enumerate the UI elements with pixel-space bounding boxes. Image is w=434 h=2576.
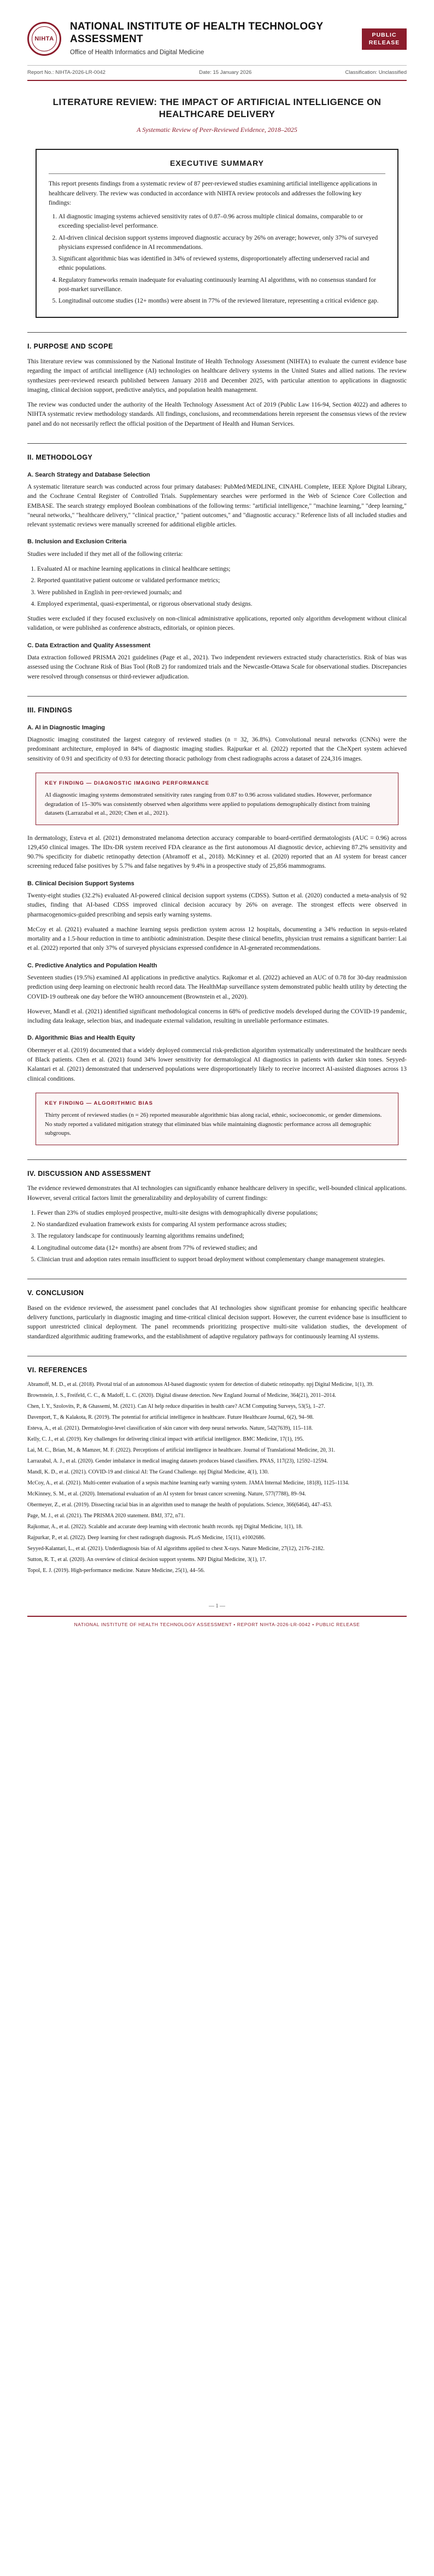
paragraph: The review was conducted under the authority of the Health Technology Assessment Act of 2019 (Public Law 116-94, Section 4022) and adheres to NIHTA systematic review methodology standards. All findings, conclusions, and recommendations herein represent the consensus views of the review panel and do not necessarily reflect the official position of the Department of Health and Human Services. — [27, 402, 407, 427]
reference-item: Sutton, R. T., et al. (2020). An overview of clinical decision support systems. NPJ Digital Medicine, 3(1), 17. — [27, 1556, 267, 1563]
section-heading: I. PURPOSE AND SCOPE — [27, 343, 113, 351]
office-name: Office of Health Informatics and Digital Medicine — [70, 49, 204, 56]
public-release-badge: PUBLIC RELEASE — [362, 28, 407, 49]
reference-item: Seyyed-Kalantari, L., et al. (2021). Underdiagnosis bias of AI algorithms applied to chest X-rays. Nature Medicine, 27(12), 2176–2182. — [27, 1545, 325, 1552]
reference-item: Lai, M. C., Brian, M., & Mamzer, M. F. (2022). Perceptions of artificial intelligence in healthcare. Journal of Translational Medicine, 20, 31. — [27, 1447, 336, 1453]
paragraph: Studies were excluded if they focused exclusively on non-clinical administrative applications, reported only algorithm development without clinical validation, or were published as conference abstracts, editorials, or opinion pieces. — [27, 616, 407, 632]
reference-item: Obermeyer, Z., et al. (2019). Dissecting racial bias in an algorithm used to manage the health of populations. Science, 366(6464), 447–453. — [27, 1501, 332, 1508]
report-header — [27, 0, 407, 57]
section-heading: II. METHODOLOGY — [27, 453, 93, 461]
section-heading: IV. DISCUSSION AND ASSESSMENT — [27, 1169, 151, 1177]
limitation-item: 2. No standardized evaluation framework exists for comparing AI system performance across studies; — [37, 1220, 407, 1229]
reference-item: McCoy, A., et al. (2021). Multi-center evaluation of a sepsis machine learning early warning system. JAMA Internal Medicine, 181(8), 1125–1134. — [27, 1480, 350, 1486]
inclusion-criterion: 2. Reported quantitative patient outcome or validated performance metrics; — [37, 576, 407, 585]
title-block — [27, 81, 407, 144]
section-heading: VI. REFERENCES — [27, 1366, 87, 1374]
findings-section — [27, 705, 407, 1145]
institution-block — [70, 21, 362, 57]
reference-item: Topol, E. J. (2019). High-performance medicine. Nature Medicine, 25(1), 44–56. — [27, 1567, 205, 1574]
paragraph: McCoy et al. (2021) evaluated a machine learning sepsis prediction system across 12 hospitals, documenting a 34% reduction in sepsis-related mortality and a 1.5-hour reduction in time to antibiotic administration. Despite these clinical benefits, physician trust remains a significant barrier: Lai et al. (2022) reported that only 37% of surveyed physicians expressed confidence in AI-generated recommendations. — [27, 926, 407, 952]
inclusion-criterion: 1. Evaluated AI or machine learning applications in clinical healthcare settings; — [37, 565, 407, 574]
footer-line: NATIONAL INSTITUTE OF HEALTH TECHNOLOGY ASSESSMENT • REPORT NIHTA-2026-LR-0042 • PUBLIC RELEASE — [27, 1616, 407, 1644]
paragraph: The evidence reviewed demonstrates that AI technologies can significantly enhance healthcare delivery in specific, well-bounded clinical applications. However, several critical factors limit the generalizability and deployability of current findings: — [27, 1185, 407, 1202]
report-number: Report No.: NIHTA-2026-LR-0042 — [27, 69, 105, 76]
report-classification: Classification: Unclassified — [345, 69, 407, 76]
subsection-heading: C. Predictive Analytics and Population Health — [27, 962, 157, 969]
subsection-heading: A. AI in Diagnostic Imaging — [27, 724, 105, 731]
report-title: LITERATURE REVIEW: THE IMPACT OF ARTIFICIAL INTELLIGENCE ON HEALTHCARE DELIVERY — [52, 97, 382, 120]
report-subtitle: A Systematic Review of Peer-Reviewed Evidence, 2018–2025 — [137, 126, 297, 134]
institute-seal — [27, 22, 61, 56]
section-divider — [27, 332, 407, 333]
conclusion-section — [27, 1288, 407, 1342]
report-footer — [27, 1597, 407, 1644]
paragraph: A systematic literature search was conducted across four primary databases: PubMed/MEDLINE, CINAHL Complete, IEEE Xplore Digital Library, and the Cochrane Central Register of Controlled Trials. Supplementary searches were performed in the Web of Science Core Collection and EMBASE. The search strategy employed Boolean combinations of the following terms: "artificial intelligence," "machine learning," "deep learning," "neural networks," "healthcare delivery," "clinical practice," "patient outcomes," and "diagnostic accuracy." Reference lists of all included studies and relevant systematic reviews were manually screened for additional eligible articles. — [27, 484, 407, 529]
executive-summary — [36, 149, 398, 318]
subsection-heading: B. Inclusion and Exclusion Criteria — [27, 538, 127, 546]
reference-item: Brownstein, J. S., Freifeld, C. C., & Madoff, L. C. (2020). Digital disease detection. New England Journal of Medicine, 364(21), 2011–2014. — [27, 1392, 336, 1399]
key-finding-text: Thirty percent of reviewed studies (n = 26) reported measurable algorithmic bias along racial, ethnic, socioeconomic, or gender dimensions. No study reported a validated mitigation strategy that eliminated bias while maintaining diagnostic performance across all demographic subgroups. — [45, 1112, 382, 1137]
summary-finding: 4. Regulatory frameworks remain inadequate for evaluating continuously learning AI algorithms, with no consensus standard for post-market surveillance. — [58, 276, 385, 295]
summary-finding: 1. AI diagnostic imaging systems achieved sensitivity rates of 0.87–0.96 across multiple clinical domains, comparable to or exceeding specialist-level performance. — [58, 212, 385, 231]
references-section — [27, 1365, 407, 1575]
reference-item: Mandl, K. D., et al. (2021). COVID-19 and clinical AI: The Grand Challenge. npj Digital Medicine, 4(1), 130. — [27, 1469, 269, 1475]
subsection-heading: D. Algorithmic Bias and Health Equity — [27, 1035, 136, 1042]
paragraph: This literature review was commissioned by the National Institute of Health Technology Assessment (NIHTA) to evaluate the current evidence base regarding the impact of artificial intelligence (AI) technologies on healthcare delivery systems in the United States and allied nations. The review synthesizes peer-reviewed research published between January 2018 and December 2025, with particular attention to applications in diagnostic imaging, clinical decision support, predictive analytics, and population health management. — [27, 358, 407, 393]
institution-name: NATIONAL INSTITUTE OF HEALTH TECHNOLOGY ASSESSMENT — [70, 21, 324, 45]
limitation-item: 1. Fewer than 23% of studies employed prospective, multi-site designs with demographically diverse populations; — [37, 1209, 407, 1218]
subsection-heading: C. Data Extraction and Quality Assessment — [27, 642, 151, 649]
reference-item: Page, M. J., et al. (2021). The PRISMA 2020 statement. BMJ, 372, n71. — [27, 1512, 185, 1519]
limitation-item: 5. Clinician trust and adoption rates remain insufficient to support broad deployment without complementary change management strategies. — [37, 1255, 407, 1264]
paragraph: Seventeen studies (19.5%) examined AI applications in predictive analytics. Rajkomar et al. (2022) achieved an AUC of 0.78 for 30-day readmission prediction using deep learning on electronic health record data. The HealthMap surveillance system demonstrated public health utility by detecting the COVID-19 outbreak one day before the WHO announcement (Brownstein et al., 2020). — [27, 974, 407, 1000]
purpose-section — [27, 341, 407, 429]
reference-item: Abramoff, M. D., et al. (2018). Pivotal trial of an autonomous AI-based diagnostic system for detection of diabetic retinopathy. npj Digital Medicine, 1(1), 39. — [27, 1381, 374, 1388]
paragraph: Studies were included if they met all of the following criteria: — [27, 550, 183, 558]
executive-summary-intro: This report presents findings from a systematic review of 87 peer-reviewed studies examining artificial intelligence applications in healthcare delivery. The review was conducted in accordance with NIHTA review protocols and addresses the following key findings: — [49, 181, 377, 206]
reference-item: Rajkomar, A., et al. (2022). Scalable and accurate deep learning with electronic health records. npj Digital Medicine, 1(1), 18. — [27, 1523, 303, 1530]
key-finding-label: KEY FINDING — DIAGNOSTIC IMAGING PERFORMANCE — [45, 780, 209, 786]
reference-item: Chen, I. Y., Szolovits, P., & Ghassemi, M. (2021). Can AI help reduce disparities in health care? ACM Computing Surveys, 53(5), 1–27. — [27, 1403, 325, 1409]
report-meta — [27, 65, 407, 81]
paragraph: Obermeyer et al. (2019) documented that a widely deployed commercial risk-prediction algorithm systematically underestimated the healthcare needs of Black patients. Chen et al. (2021) found 34% lower sensitivity for dermatological AI diagnostics in patients with darker skin tones. Seyyed-Kalantari et al. (2021) demonstrated that underserved populations were disproportionately likely to receive incorrect AI-assisted diagnoses across 13 clinical conditions. — [27, 1047, 407, 1082]
paragraph: However, Mandl et al. (2021) identified significant methodological concerns in 68% of predictive models developed during the COVID-19 pandemic, including data leakage, selection bias, and inadequate external validation, resulting in unreliable performance estimates. — [27, 1008, 407, 1025]
reference-item: Kelly, C. J., et al. (2019). Key challenges for delivering clinical impact with artificial intelligence. BMC Medicine, 17(1), 195. — [27, 1436, 304, 1442]
discussion-section — [27, 1169, 407, 1265]
paragraph: Twenty-eight studies (32.2%) evaluated AI-powered clinical decision support systems (CDSS). Sutton et al. (2020) conducted a meta-analysis of 92 studies, finding that AI-based CDSS improved clinical decision accuracy by 26% on average. The strongest effects were observed in pharmacogenomics-guided prescribing and sepsis early warning systems. — [27, 892, 407, 918]
section-heading: III. FINDINGS — [27, 706, 73, 714]
paragraph: Diagnostic imaging constituted the largest category of reviewed studies (n = 32, 36.8%). Convolutional neural networks (CNNs) were the predominant architecture, employed in 84% of diagnostic imaging studies. Rajpurkar et al. (2022) reported that the CheXpert system achieved sensitivity of 0.91 and specificity of 0.93 for detecting thoracic pathology from chest radiographs across a dataset of 224,316 images. — [27, 736, 407, 762]
limitation-item: 3. The regulatory landscape for continuously learning algorithms remains undefined; — [37, 1232, 407, 1241]
subsection-heading: A. Search Strategy and Database Selection — [27, 471, 150, 478]
report-date: Date: 15 January 2026 — [199, 69, 252, 76]
summary-finding: 3. Significant algorithmic bias was identified in 34% of reviewed systems, disproportionately affecting underserved racial and ethnic populations. — [58, 254, 385, 274]
paragraph: Data extraction followed PRISMA 2021 guidelines (Page et al., 2021). Two independent reviewers extracted study characteristics. Risk of bias was assessed using the Cochrane Risk of Bias Tool (RoB 2) for randomized trials and the Newcastle-Ottawa Scale for observational studies. Discrepancies were resolved through consensus or third-reviewer adjudication. — [27, 654, 407, 680]
reference-list — [27, 1381, 407, 1575]
methodology-section — [27, 452, 407, 682]
summary-finding: 5. Longitudinal outcome studies (12+ months) were absent in 77% of the reviewed literature, representing a critical evidence gap. — [58, 297, 385, 306]
key-finding-box — [36, 1093, 398, 1145]
executive-summary-heading: EXECUTIVE SUMMARY — [49, 158, 385, 174]
subsection-heading: B. Clinical Decision Support Systems — [27, 880, 134, 887]
page-number: — 1 — — [209, 1603, 225, 1609]
executive-summary-findings — [58, 212, 385, 306]
reference-item: McKinney, S. M., et al. (2020). International evaluation of an AI system for breast cancer screening. Nature, 577(7788), 89–94. — [27, 1490, 306, 1497]
section-heading: V. CONCLUSION — [27, 1289, 84, 1297]
key-finding-label: KEY FINDING — ALGORITHMIC BIAS — [45, 1100, 153, 1106]
summary-finding: 2. AI-driven clinical decision support systems improved diagnostic accuracy by 26% on average; however, only 37% of surveyed physicians expressed confidence in AI recommendations. — [58, 234, 385, 253]
section-divider — [27, 696, 407, 697]
key-finding-box — [36, 773, 398, 825]
limitations-list — [37, 1209, 407, 1264]
seal-text: NIHTA — [32, 26, 57, 51]
inclusion-criteria-list — [37, 565, 407, 609]
reference-item: Larrazabal, A. J., et al. (2020). Gender imbalance in medical imaging datasets produces biased classifiers. PNAS, 117(23), 12592–12594. — [27, 1458, 328, 1464]
limitation-item: 4. Longitudinal outcome data (12+ months) are absent from 77% of reviewed studies; and — [37, 1244, 407, 1253]
reference-item: Esteva, A., et al. (2021). Dermatologist-level classification of skin cancer with deep neural networks. Nature, 542(7639), 115–118. — [27, 1425, 313, 1431]
reference-item: Davenport, T., & Kalakota, R. (2019). The potential for artificial intelligence in healthcare. Future Healthcare Journal, 6(2), 94–98. — [27, 1414, 314, 1420]
key-finding-text: AI diagnostic imaging systems demonstrated sensitivity rates ranging from 0.87 to 0.96 across validated studies. However, performance degradation of 15–30% was consistently observed when algorithms were applied to populations demographically distinct from training datasets (Larrazabal et al., 2020; Chen et al., 2021). — [45, 792, 372, 817]
inclusion-criterion: 4. Employed experimental, quasi-experimental, or rigorous observational study designs. — [37, 600, 407, 609]
reference-item: Rajpurkar, P., et al. (2022). Deep learning for chest radiograph diagnosis. PLoS Medicine, 15(11), e1002686. — [27, 1534, 266, 1541]
inclusion-criterion: 3. Were published in English in peer-reviewed journals; and — [37, 588, 407, 597]
paragraph: Based on the evidence reviewed, the assessment panel concludes that AI technologies show significant promise for enhancing specific healthcare delivery functions, particularly in diagnostic imaging and time-critical clinical decision support. However, the current evidence base is insufficient to support unrestricted clinical deployment. The panel recommends prioritizing prospective multi-site validation studies, the development of standardized algorithmic auditing frameworks, and the establishment of adaptive regulatory pathways for continuously learning AI systems. — [27, 1304, 407, 1340]
section-divider — [27, 443, 407, 444]
section-divider — [27, 1159, 407, 1160]
paragraph: In dermatology, Esteva et al. (2021) demonstrated melanoma detection accuracy comparable to board-certified dermatologists (AUC = 0.96) across 129,450 clinical images. The IDx-DR system received FDA clearance as the first autonomous AI diagnostic device, achieving 87.2% sensitivity and 90.7% specificity for diabetic retinopathy detection (Abramoff et al., 2018). McKinney et al. (2020) reported that an AI system for breast cancer screening reduced false positives by 5.7% and false negatives by 9.4% in a prospective study of 25,856 mammograms. — [27, 834, 407, 870]
